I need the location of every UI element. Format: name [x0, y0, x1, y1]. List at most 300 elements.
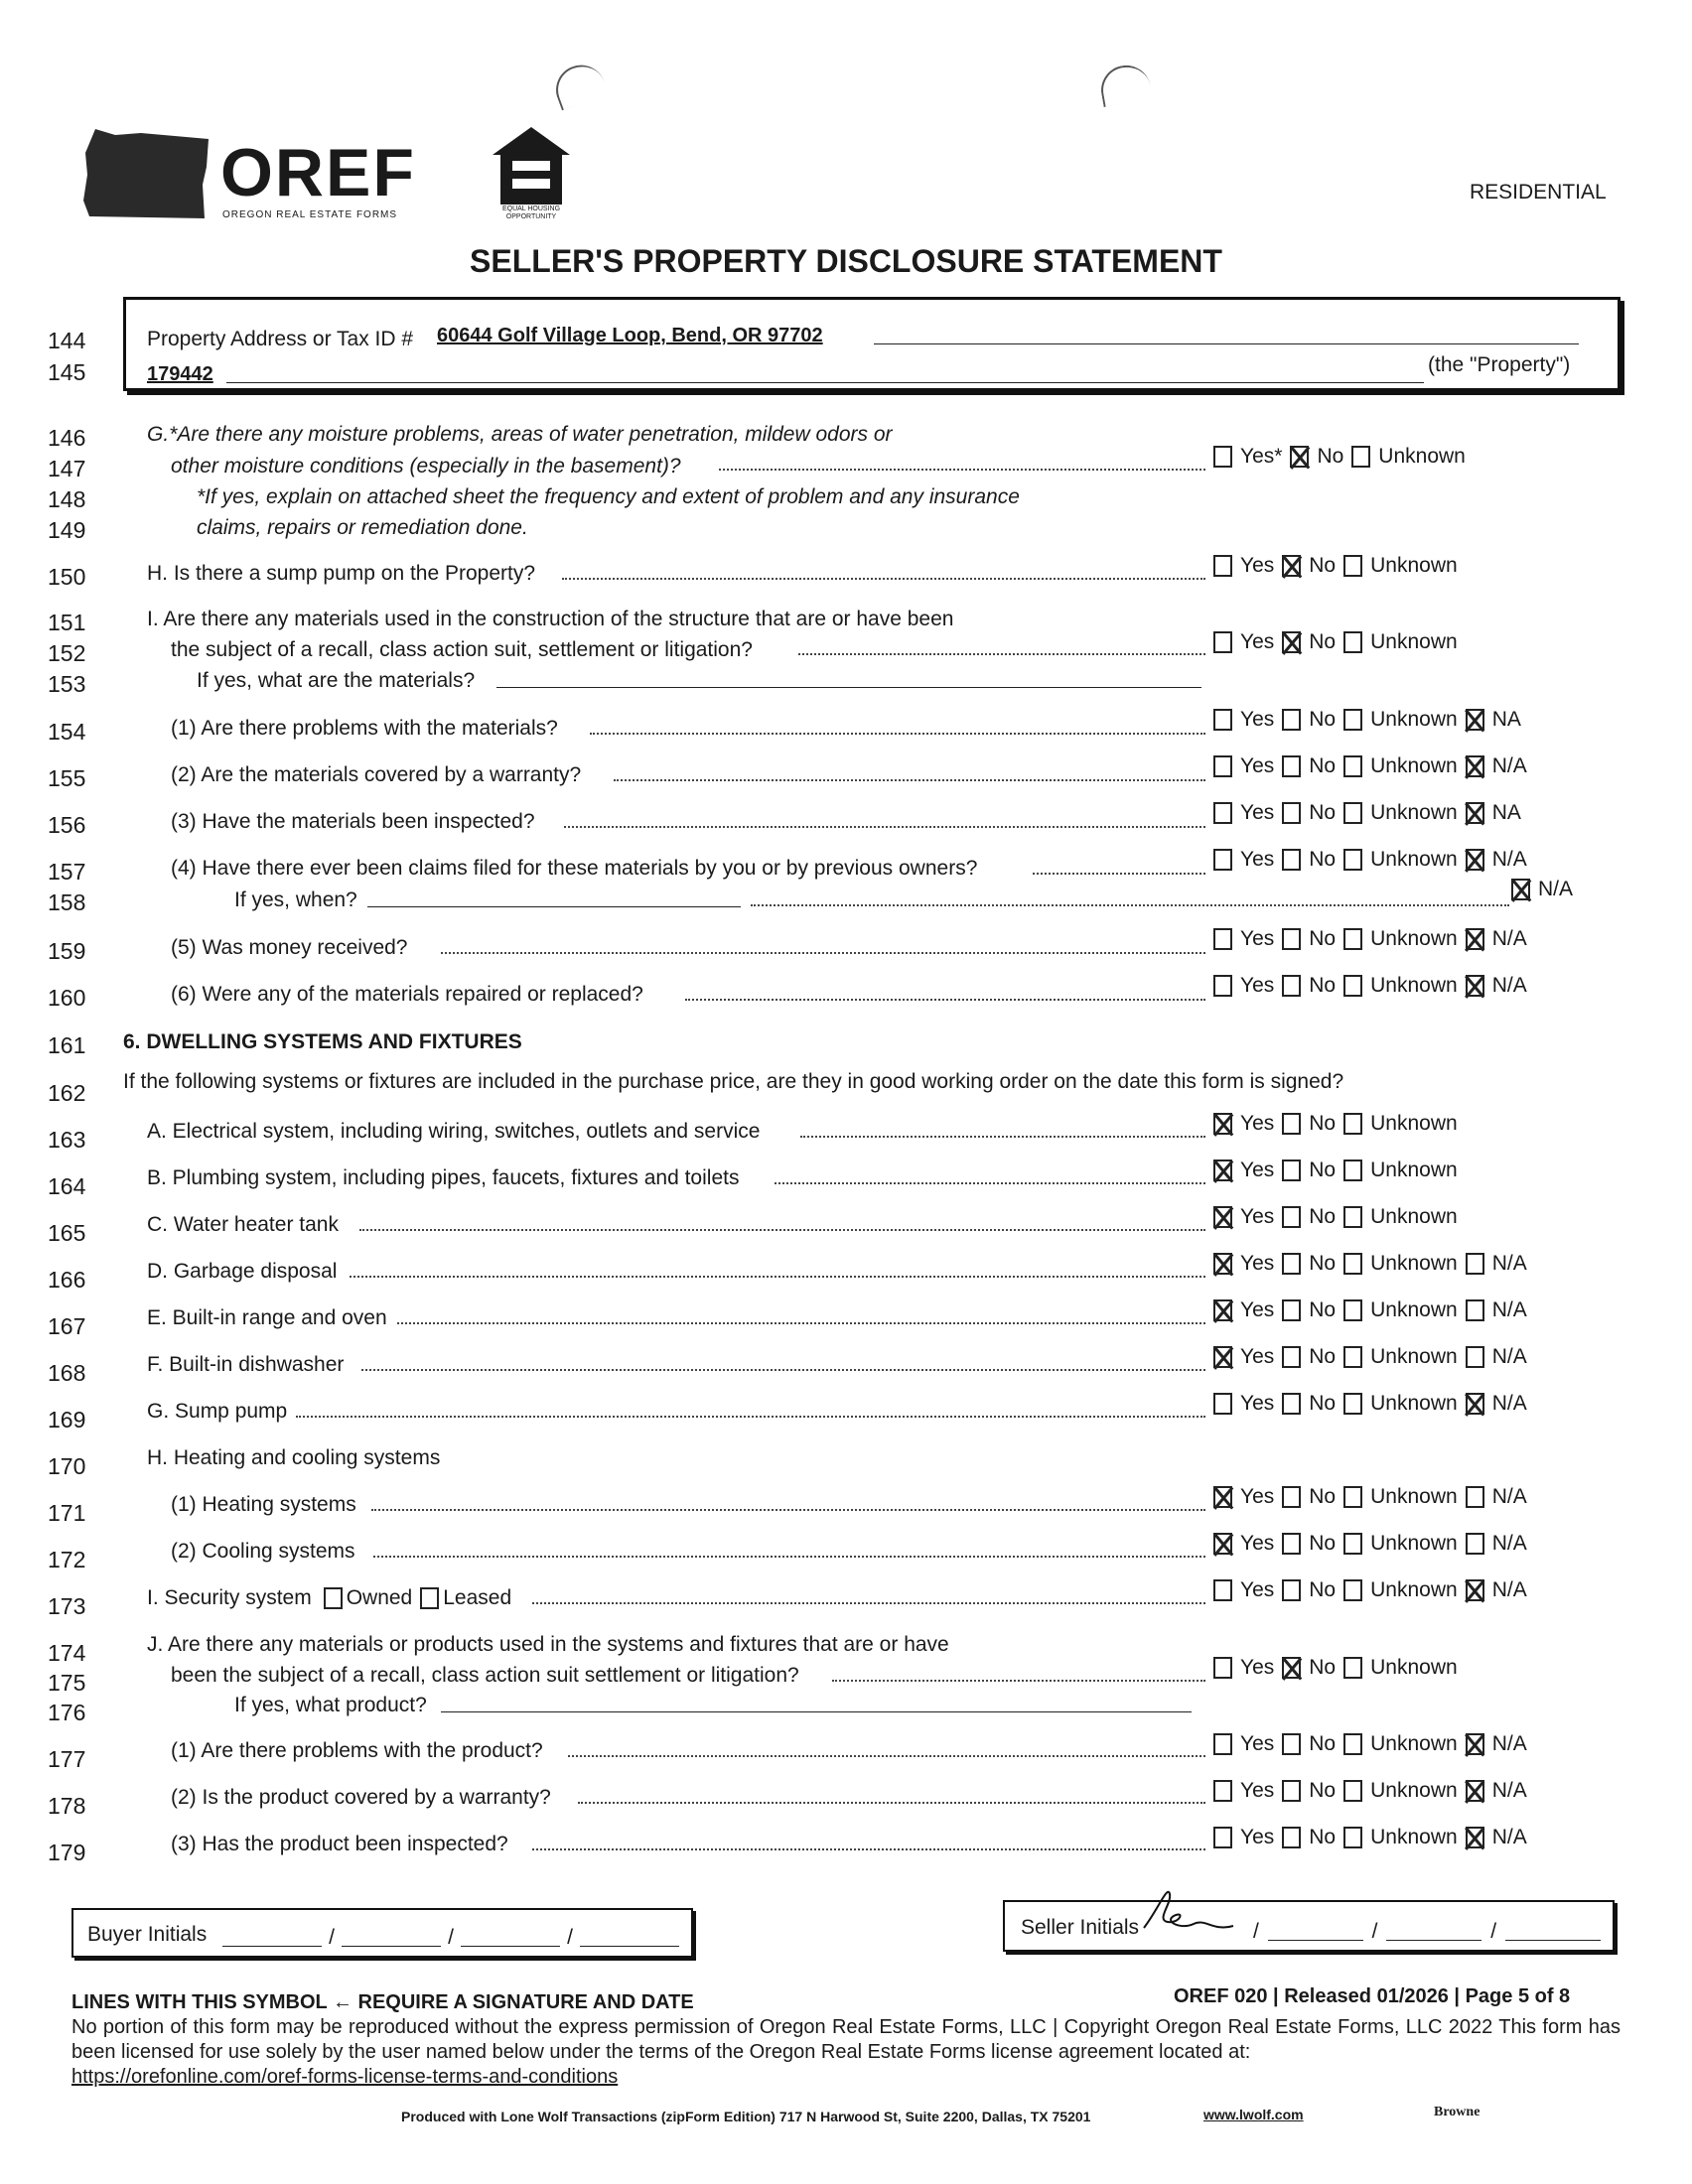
produced-by-note: Produced with Lone Wolf Transactions (zipForm Edition) 717 N Harwood St, Suite 2200, Dallas, TX 75201	[401, 2109, 1091, 2124]
option-label: Unknown	[1370, 1826, 1458, 1848]
option-label: Yes	[1240, 1112, 1275, 1135]
question-b: B. Plumbing system, including pipes, faucets, fixtures and toilets	[147, 1166, 740, 1189]
punch-hole-mark	[1097, 62, 1153, 107]
checkbox-no[interactable]	[1282, 1299, 1301, 1321]
option-label: N/A	[1491, 1485, 1527, 1508]
option-label: Unknown	[1370, 1779, 1458, 1802]
option-label: Yes	[1240, 1578, 1275, 1601]
option-label: Unknown	[1378, 445, 1466, 468]
option-label: Unknown	[1370, 1252, 1458, 1275]
question-j-line2: been the subject of a recall, class action suit settlement or litigation?	[171, 1664, 799, 1687]
checkbox-unknown[interactable]	[1343, 1299, 1362, 1321]
buyer-initials-fields[interactable]	[222, 1926, 679, 1950]
option-label: Yes	[1240, 1656, 1275, 1679]
property-suffix: (the "Property")	[1428, 353, 1571, 376]
line-number: 153	[48, 671, 86, 697]
option-label: Unknown	[1370, 1656, 1458, 1679]
option-label: Yes	[1240, 801, 1275, 824]
initial-separator: /	[1253, 1920, 1259, 1943]
leader-dots	[359, 1227, 1205, 1231]
option-label: No	[1309, 1578, 1337, 1601]
initial-field[interactable]	[461, 1926, 560, 1947]
checkbox-yes-checked[interactable]	[1213, 1346, 1232, 1368]
question-i2: (2) Are the materials covered by a warranty?	[171, 763, 582, 786]
question-i5: (5) Was money received?	[171, 936, 408, 959]
line-number: 155	[48, 765, 86, 791]
option-label: Yes	[1240, 848, 1275, 871]
question-i4: (4) Have there ever been claims filed for these materials by you or by previous owners?	[171, 857, 978, 880]
option-label: Yes	[1240, 1205, 1275, 1228]
initial-field[interactable]	[1505, 1920, 1601, 1941]
line-number: 170	[48, 1453, 86, 1479]
option-label: N/A	[1491, 927, 1527, 950]
checkbox-yes-checked[interactable]	[1213, 1486, 1232, 1508]
option-label: Yes	[1240, 1732, 1275, 1755]
checkbox-no[interactable]	[1282, 1579, 1301, 1601]
option-label: Yes	[1240, 1345, 1275, 1368]
checkbox-na-checked[interactable]	[1466, 709, 1484, 731]
option-label: N/A	[1491, 1532, 1527, 1555]
checkbox-yes[interactable]	[1213, 555, 1232, 577]
checkbox-unknown[interactable]	[1343, 1657, 1362, 1679]
option-label: No	[1309, 801, 1337, 824]
property-address-label: Property Address or Tax ID #	[147, 328, 414, 350]
option-label: Yes	[1240, 1252, 1275, 1275]
checkbox-unknown[interactable]	[1343, 849, 1362, 871]
options-i6	[1213, 974, 1527, 998]
line-number: 169	[48, 1407, 86, 1433]
question-i-line2: the subject of a recall, class action suit, settlement or litigation?	[171, 638, 753, 661]
leader-dots	[568, 1753, 1205, 1757]
checkbox-unknown[interactable]	[1343, 975, 1362, 997]
question-j1: (1) Are there problems with the product?	[171, 1739, 543, 1762]
option-label: Unknown	[1370, 848, 1458, 871]
checkbox-na[interactable]	[1466, 1299, 1484, 1321]
checkbox-na-checked[interactable]	[1511, 879, 1530, 900]
checkbox-unknown[interactable]	[1343, 1733, 1362, 1755]
checkbox-unknown[interactable]	[1343, 709, 1362, 731]
option-label: Yes	[1240, 1159, 1275, 1181]
checkbox-unknown[interactable]	[1343, 631, 1362, 653]
line-number: 147	[48, 456, 86, 481]
checkbox-na-checked[interactable]	[1466, 755, 1484, 777]
option-label: Unknown	[1370, 927, 1458, 950]
option-label: Yes	[1240, 1532, 1275, 1555]
options-g-sump	[1213, 1392, 1527, 1416]
checkbox-unknown[interactable]	[1343, 1827, 1362, 1848]
checkbox-unknown[interactable]	[1343, 555, 1362, 577]
address-underline	[874, 343, 1579, 344]
page-title: SELLER'S PROPERTY DISCLOSURE STATEMENT	[470, 243, 1222, 279]
option-label: No	[1317, 445, 1344, 468]
options-g	[1213, 445, 1466, 469]
leader-dots	[373, 1554, 1205, 1558]
option-label: N/A	[1491, 1578, 1527, 1601]
checkbox-na-checked[interactable]	[1466, 849, 1484, 871]
initial-field[interactable]	[1386, 1920, 1481, 1941]
options-j2	[1213, 1779, 1527, 1803]
answer-line[interactable]	[441, 1711, 1192, 1712]
seller-signature-mark	[1134, 1880, 1243, 1950]
checkbox-yes-checked[interactable]	[1213, 1160, 1232, 1181]
tax-id-underline	[226, 382, 1424, 383]
checkbox-no[interactable]	[1282, 1733, 1301, 1755]
option-label: Unknown	[1370, 1112, 1458, 1135]
line-number: 162	[48, 1080, 86, 1106]
line-number: 154	[48, 719, 86, 745]
property-address-value: 60644 Golf Village Loop, Bend, OR 97702	[437, 325, 823, 346]
question-security-label: I. Security system	[147, 1586, 312, 1609]
question-d: D. Garbage disposal	[147, 1260, 338, 1283]
checkbox-no-checked[interactable]	[1282, 631, 1301, 653]
line-number: 157	[48, 859, 86, 885]
checkbox-unknown[interactable]	[1343, 1346, 1362, 1368]
licensed-user: Browne	[1434, 2105, 1480, 2119]
checkbox-yes-checked[interactable]	[1213, 1299, 1232, 1321]
option-label: N/A	[1491, 848, 1527, 871]
leader-dots	[578, 1800, 1205, 1804]
line-number: 144	[48, 328, 86, 353]
line-number: 156	[48, 812, 86, 838]
options-i4	[1213, 848, 1527, 872]
options-d	[1213, 1252, 1527, 1276]
leader-dots	[397, 1320, 1205, 1324]
form-identifier: OREF 020 | Released 01/2026 | Page 5 of 8	[1174, 1985, 1571, 2007]
checkbox-leased[interactable]	[420, 1587, 439, 1609]
checkbox-na-checked[interactable]	[1466, 928, 1484, 950]
leader-dots	[719, 467, 1205, 471]
answer-line[interactable]	[367, 906, 741, 907]
option-label: N/A	[1491, 754, 1527, 777]
checkbox-unknown[interactable]	[1343, 1579, 1362, 1601]
checkbox-no[interactable]	[1282, 1533, 1301, 1555]
line-number: 173	[48, 1593, 86, 1619]
checkbox-unknown[interactable]	[1343, 1533, 1362, 1555]
line-number: 149	[48, 517, 86, 543]
checkbox-na-checked[interactable]	[1466, 802, 1484, 824]
leader-dots	[350, 1274, 1205, 1278]
option-label: No	[1309, 754, 1337, 777]
checkbox-yes[interactable]	[1213, 802, 1232, 824]
checkbox-yes[interactable]	[1213, 1780, 1232, 1802]
checkbox-na-checked[interactable]	[1466, 1780, 1484, 1802]
checkbox-na[interactable]	[1466, 1253, 1484, 1275]
section-intro: If the following systems or fixtures are included in the purchase price, are they in good working order on the date this form is signed?	[123, 1070, 1344, 1093]
leader-dots	[832, 1678, 1205, 1682]
option-label: Unknown	[1370, 1485, 1458, 1508]
checkbox-na[interactable]	[1466, 1346, 1484, 1368]
checkbox-yes[interactable]	[1213, 446, 1232, 468]
checkbox-no[interactable]	[1282, 1780, 1301, 1802]
leader-dots	[775, 1180, 1205, 1184]
checkbox-na-checked[interactable]	[1466, 1733, 1484, 1755]
checkbox-yes[interactable]	[1213, 1657, 1232, 1679]
seller-initials-label: Seller Initials	[1021, 1916, 1140, 1939]
leader-dots	[532, 1846, 1205, 1850]
checkbox-yes-checked[interactable]	[1213, 1533, 1232, 1555]
question-i6: (6) Were any of the materials repaired or replaced?	[171, 983, 643, 1006]
checkbox-owned[interactable]	[324, 1587, 343, 1609]
checkbox-unknown[interactable]	[1343, 1206, 1362, 1228]
checkbox-na-checked[interactable]	[1466, 1827, 1484, 1848]
option-label: N/A	[1491, 1826, 1527, 1848]
question-i-line3: If yes, what are the materials?	[197, 669, 476, 692]
seller-initials-fields[interactable]	[1253, 1920, 1601, 1944]
checkbox-unknown[interactable]	[1343, 1486, 1362, 1508]
option-label: NA	[1491, 801, 1521, 824]
option-label: Yes	[1240, 708, 1275, 731]
line-number: 179	[48, 1840, 86, 1865]
question-j-line3: If yes, what product?	[234, 1694, 427, 1716]
option-label: No	[1309, 1159, 1337, 1181]
line-number: 176	[48, 1700, 86, 1725]
initial-separator: /	[1371, 1920, 1378, 1943]
option-label: Unknown	[1370, 1345, 1458, 1368]
checkbox-no[interactable]	[1282, 1113, 1301, 1135]
option-label: N/A	[1538, 878, 1574, 900]
question-j2: (2) Is the product covered by a warranty?	[171, 1786, 551, 1809]
line-number: 175	[48, 1670, 86, 1696]
checkbox-yes[interactable]	[1213, 1827, 1232, 1848]
checkbox-no[interactable]	[1282, 1827, 1301, 1848]
option-label: N/A	[1491, 1345, 1527, 1368]
checkbox-no[interactable]	[1282, 1393, 1301, 1415]
line-number: 171	[48, 1500, 86, 1526]
tax-id-value: 179442	[147, 363, 213, 385]
option-label: Unknown	[1370, 974, 1458, 997]
option-label: NA	[1491, 708, 1521, 731]
options-h2	[1213, 1532, 1527, 1556]
options-h1	[1213, 1485, 1527, 1509]
checkbox-unknown[interactable]	[1343, 1160, 1362, 1181]
checkbox-no[interactable]	[1282, 1253, 1301, 1275]
checkbox-no[interactable]	[1282, 709, 1301, 731]
option-label: Unknown	[1370, 1298, 1458, 1321]
leader-dots	[562, 576, 1205, 580]
checkbox-no[interactable]	[1282, 849, 1301, 871]
option-label: No	[1309, 1112, 1337, 1135]
option-label: N/A	[1491, 1298, 1527, 1321]
options-f	[1213, 1345, 1527, 1369]
leader-dots	[685, 997, 1205, 1001]
line-number: 145	[48, 359, 86, 385]
option-label: No	[1309, 1205, 1337, 1228]
checkbox-yes[interactable]	[1213, 849, 1232, 871]
checkbox-na-checked[interactable]	[1466, 1393, 1484, 1415]
line-number: 160	[48, 985, 86, 1011]
checkbox-yes[interactable]	[1213, 755, 1232, 777]
option-label: Unknown	[1370, 801, 1458, 824]
option-label: No	[1309, 1298, 1337, 1321]
option-label: No	[1309, 708, 1337, 731]
option-label: Unknown	[1370, 1578, 1458, 1601]
answer-line[interactable]	[496, 687, 1201, 688]
option-label: Unknown	[1370, 1205, 1458, 1228]
line-number: 151	[48, 610, 86, 635]
option-label: Yes	[1240, 1298, 1275, 1321]
checkbox-yes[interactable]	[1213, 1733, 1232, 1755]
checkbox-no[interactable]	[1282, 755, 1301, 777]
equal-housing-text: EQUAL HOUSING OPPORTUNITY	[501, 205, 561, 220]
lone-wolf-link[interactable]: www.lwolf.com	[1203, 2107, 1304, 2122]
checkbox-no-checked[interactable]	[1282, 1657, 1301, 1679]
initial-field[interactable]	[580, 1926, 679, 1947]
leader-dots	[361, 1367, 1205, 1371]
option-label: No	[1309, 1656, 1337, 1679]
checkbox-unknown[interactable]	[1343, 928, 1362, 950]
form-category: RESIDENTIAL	[1470, 181, 1607, 204]
question-h-heating-cooling: H. Heating and cooling systems	[147, 1446, 441, 1469]
checkbox-yes[interactable]	[1213, 1579, 1232, 1601]
question-f: F. Built-in dishwasher	[147, 1353, 345, 1376]
option-label: No	[1309, 1779, 1337, 1802]
question-j-line1: J. Are there any materials or products used in the systems and fixtures that are or have	[147, 1633, 949, 1656]
punch-hole-mark	[549, 59, 609, 111]
question-h: H. Is there a sump pump on the Property?	[147, 562, 536, 585]
option-label: No	[1309, 554, 1337, 577]
option-label: Unknown	[1370, 708, 1458, 731]
section-heading: 6. DWELLING SYSTEMS AND FIXTURES	[123, 1030, 522, 1053]
option-label: Yes	[1240, 1392, 1275, 1415]
option-label: N/A	[1491, 1392, 1527, 1415]
question-e: E. Built-in range and oven	[147, 1306, 387, 1329]
option-label: Owned	[346, 1586, 413, 1609]
question-i4-when: If yes, when?	[234, 888, 357, 911]
line-number: 168	[48, 1360, 86, 1386]
option-label: Yes	[1240, 554, 1275, 577]
line-number: 174	[48, 1640, 86, 1666]
leader-dots	[614, 777, 1205, 781]
buyer-initials-label: Buyer Initials	[87, 1923, 208, 1946]
checkbox-unknown[interactable]	[1343, 1393, 1362, 1415]
copyright-notice: No portion of this form may be reproduced without the express permission of Oregon Real Estate Forms, LLC | Copyright Oregon Real Estate Forms, LLC 2022 This form has been licensed for use solely by the user named below under the terms of the Oregon Real Estate Forms license agreement located at:	[71, 2016, 1621, 2063]
oregon-state-logo	[81, 127, 211, 222]
options-i3	[1213, 801, 1521, 825]
checkbox-no[interactable]	[1282, 1346, 1301, 1368]
option-label: Yes	[1240, 927, 1275, 950]
options-j	[1213, 1656, 1458, 1680]
option-label: Unknown	[1370, 1159, 1458, 1181]
checkbox-unknown[interactable]	[1343, 1253, 1362, 1275]
leader-dots	[1033, 871, 1205, 875]
checkbox-unknown[interactable]	[1343, 1780, 1362, 1802]
option-label: No	[1309, 927, 1337, 950]
line-number: 167	[48, 1313, 86, 1339]
checkbox-no[interactable]	[1282, 975, 1301, 997]
checkbox-no-checked[interactable]	[1282, 555, 1301, 577]
initial-field[interactable]	[1268, 1920, 1363, 1941]
line-number: 177	[48, 1746, 86, 1772]
options-j3	[1213, 1826, 1527, 1849]
line-number: 150	[48, 564, 86, 590]
options-i1	[1213, 708, 1521, 732]
checkbox-no[interactable]	[1282, 1160, 1301, 1181]
checkbox-yes-checked[interactable]	[1213, 1113, 1232, 1135]
option-label: No	[1309, 630, 1337, 653]
checkbox-no[interactable]	[1282, 802, 1301, 824]
checkbox-yes-checked[interactable]	[1213, 1206, 1232, 1228]
checkbox-yes[interactable]	[1213, 631, 1232, 653]
option-label: Yes	[1240, 1826, 1275, 1848]
checkbox-no[interactable]	[1282, 1486, 1301, 1508]
checkbox-na-checked[interactable]	[1466, 975, 1484, 997]
initial-field[interactable]	[222, 1926, 322, 1947]
leader-dots	[441, 950, 1205, 954]
option-label: Leased	[443, 1586, 512, 1609]
checkbox-yes[interactable]	[1213, 975, 1232, 997]
checkbox-yes[interactable]	[1213, 928, 1232, 950]
line-number: 146	[48, 425, 86, 451]
option-label: No	[1309, 1392, 1337, 1415]
signature-symbol-note: LINES WITH THIS SYMBOL ← REQUIRE A SIGNATURE AND DATE	[71, 1991, 694, 2013]
options-i2	[1213, 754, 1527, 778]
checkbox-unknown[interactable]	[1343, 802, 1362, 824]
line-number: 178	[48, 1793, 86, 1819]
option-label: N/A	[1491, 974, 1527, 997]
license-link[interactable]: https://orefonline.com/oref-forms-license-terms-and-conditions	[71, 2066, 619, 2088]
option-label: No	[1309, 1485, 1337, 1508]
leader-dots	[590, 731, 1205, 735]
line-number: 148	[48, 486, 86, 512]
checkbox-na[interactable]	[1466, 1486, 1484, 1508]
option-label: N/A	[1491, 1732, 1527, 1755]
options-e	[1213, 1298, 1527, 1322]
option-label: Unknown	[1370, 1392, 1458, 1415]
checkbox-na-checked[interactable]	[1466, 1579, 1484, 1601]
line-number: 166	[48, 1267, 86, 1293]
option-label: No	[1309, 1252, 1337, 1275]
question-c: C. Water heater tank	[147, 1213, 339, 1236]
initial-separator: /	[329, 1926, 335, 1949]
options-i5	[1213, 927, 1527, 951]
line-number: 159	[48, 938, 86, 964]
line-number: 152	[48, 640, 86, 666]
initial-separator: /	[448, 1926, 454, 1949]
option-label: N/A	[1491, 1779, 1527, 1802]
checkbox-na[interactable]	[1466, 1533, 1484, 1555]
checkbox-unknown[interactable]	[1343, 1113, 1362, 1135]
checkbox-no[interactable]	[1282, 1206, 1301, 1228]
option-label: No	[1309, 1532, 1337, 1555]
buyer-initials-box	[71, 1908, 693, 1958]
option-label: Yes	[1240, 1779, 1275, 1802]
checkbox-yes[interactable]	[1213, 709, 1232, 731]
question-g-line1: G.*Are there any moisture problems, areas of water penetration, mildew odors or	[147, 423, 893, 446]
checkbox-no-checked[interactable]	[1290, 446, 1309, 468]
checkbox-unknown[interactable]	[1343, 755, 1362, 777]
checkbox-yes[interactable]	[1213, 1393, 1232, 1415]
checkbox-unknown[interactable]	[1351, 446, 1370, 468]
option-label: Unknown	[1370, 630, 1458, 653]
options-b	[1213, 1159, 1458, 1182]
checkbox-yes-checked[interactable]	[1213, 1253, 1232, 1275]
option-label: N/A	[1491, 1252, 1527, 1275]
seller-initials-box	[1003, 1900, 1615, 1952]
question-g-sump: G. Sump pump	[147, 1400, 288, 1423]
option-label: Yes*	[1240, 445, 1283, 468]
question-i3: (3) Have the materials been inspected?	[171, 810, 535, 833]
option-label: Unknown	[1370, 554, 1458, 577]
line-number: 158	[48, 889, 86, 915]
leader-dots	[371, 1507, 1205, 1511]
initial-field[interactable]	[342, 1926, 441, 1947]
question-i-line1: I. Are there any materials used in the construction of the structure that are or have been	[147, 608, 954, 630]
checkbox-no[interactable]	[1282, 928, 1301, 950]
question-g-line2: other moisture conditions (especially in the basement)?	[171, 455, 681, 478]
question-g-note1: *If yes, explain on attached sheet the frequency and extent of problem and any insurance	[197, 485, 1020, 508]
options-a	[1213, 1112, 1458, 1136]
initial-separator: /	[567, 1926, 573, 1949]
